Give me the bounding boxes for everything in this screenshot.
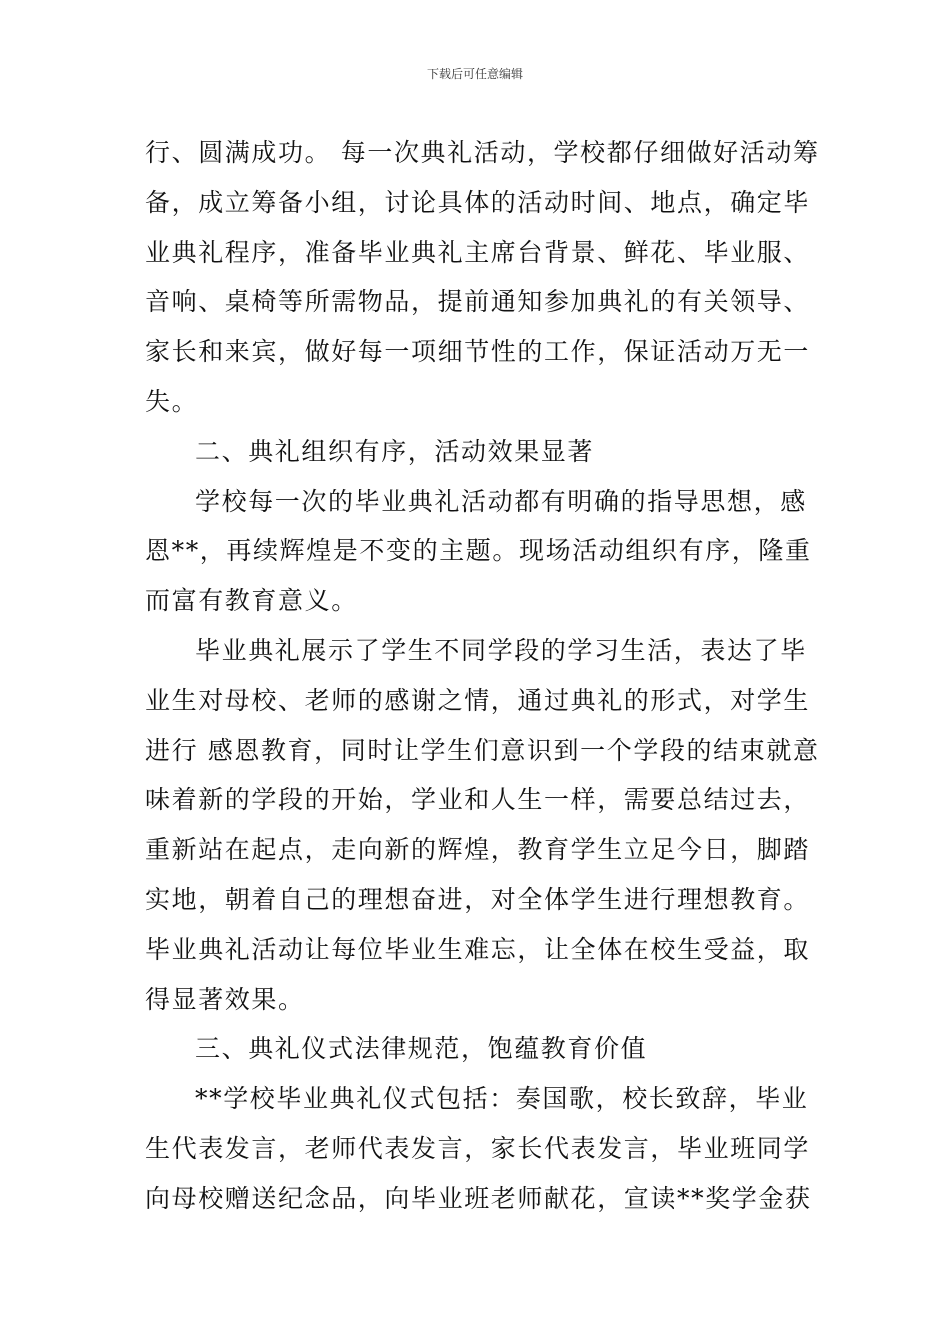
body-text-line: 向母校赠送纪念品，向毕业班老师献花，宣读**奖学金获 — [145, 1183, 812, 1213]
body-text-line: 进行 感恩教育，同时让学生们意识到一个学段的结束就意 — [145, 735, 820, 765]
body-text-line: 失。 — [145, 386, 199, 416]
body-text-line: 生代表发言，老师代表发言，家长代表发言，毕业班同学 — [145, 1133, 811, 1163]
body-text-line: 学校每一次的毕业典礼活动都有明确的指导思想，感 — [195, 486, 807, 516]
body-text-line: 恩**，再续辉煌是不变的主题。现场活动组织有序，隆重 — [145, 536, 812, 566]
page-header-note: 下载后可任意编辑 — [426, 67, 523, 81]
body-text-line: 得显著效果。 — [145, 984, 305, 1014]
body-text-line: 备，成立筹备小组，讨论具体的活动时间、地点，确定毕 — [145, 187, 811, 217]
body-text-line: **学校毕业典礼仪式包括：奏国歌，校长致辞，毕业 — [195, 1084, 809, 1114]
body-text-line: 业生对母校、老师的感谢之情，通过典礼的形式，对学生 — [145, 685, 811, 715]
body-text-line: 味着新的学段的开始，学业和人生一样，需要总结过去， — [145, 785, 811, 815]
body-text-line: 家长和来宾，做好每一项细节性的工作，保证活动万无一 — [145, 337, 811, 367]
body-text-line: 毕业典礼展示了学生不同学段的学习生活，表达了毕 — [195, 635, 807, 665]
body-text-line: 三、典礼仪式法律规范，饱蕴教育价值 — [195, 1034, 648, 1064]
body-text-line: 业典礼程序，准备毕业典礼主席台背景、鲜花、毕业服、 — [145, 237, 811, 267]
body-text-line: 重新站在起点，走向新的辉煌，教育学生立足今日，脚踏 — [145, 835, 811, 865]
body-text-line: 二、典礼组织有序，活动效果显著 — [195, 436, 595, 466]
body-text-line: 音响、桌椅等所需物品，提前通知参加典礼的有关领导、 — [145, 287, 811, 317]
body-text-line: 实地，朝着自己的理想奋进，对全体学生进行理想教育。 — [145, 884, 811, 914]
body-text-line: 行、圆满成功。 每一次典礼活动，学校都仔细做好活动筹 — [145, 138, 820, 167]
body-text-line: 而富有教育意义。 — [145, 586, 358, 616]
body-text-line: 毕业典礼活动让每位毕业生难忘，让全体在校生受益，取 — [145, 934, 811, 964]
document-body — [145, 128, 820, 1224]
